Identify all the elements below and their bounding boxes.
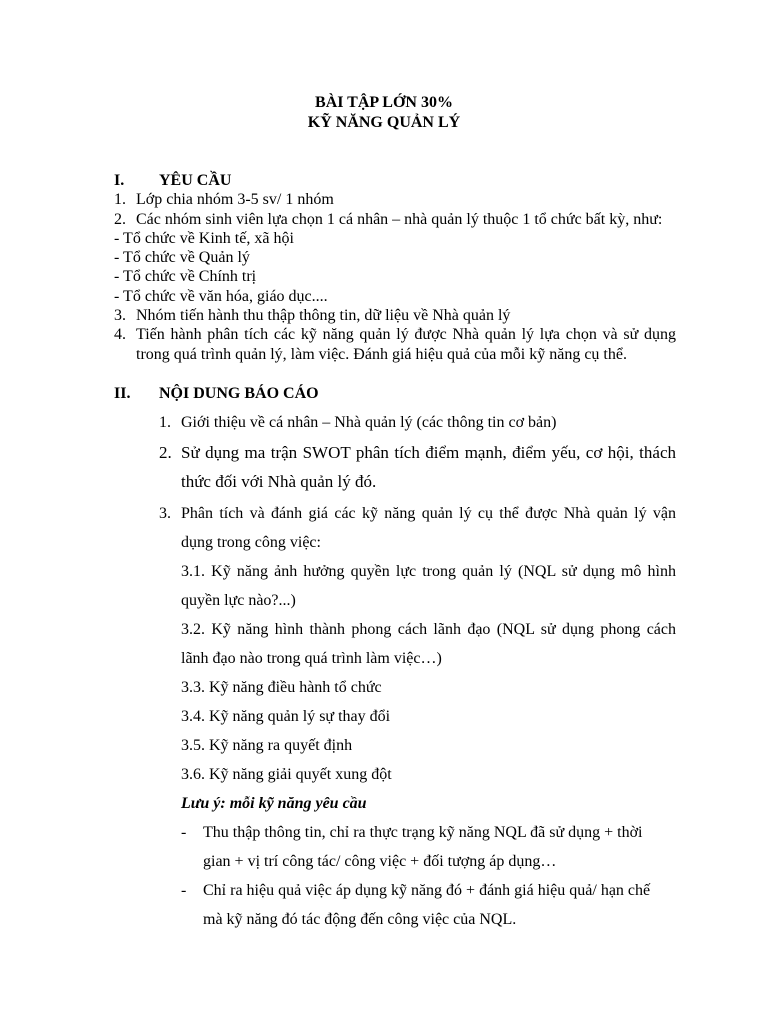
list-item: Nhóm tiến hành thu thập thông tin, dữ liệu về Nhà quản lý [136,307,511,324]
bullet-item: Chỉ ra hiệu quả việc áp dụng kỹ năng đó + đánh giá hiệu quả/ hạn chế [203,882,651,899]
doc-title-line2: KỸ NĂNG QUẢN LÝ [307,114,461,131]
dash-item: - Tổ chức về Quản lý [114,249,250,266]
list-item: Tiến hành phân tích các kỹ năng quản lý được Nhà quản lý lựa chọn và sử dụng [136,326,676,343]
list-item: Lớp chia nhóm 3-5 sv/ 1 nhóm [136,191,334,208]
bullet-item: Thu thập thông tin, chỉ ra thực trạng kỹ năng NQL đã sử dụng + thời [203,824,643,841]
sub-item: 3.1. Kỹ năng ảnh hưởng quyền lực trong quản lý (NQL sử dụng mô hình [181,563,676,580]
sub-item-continuation: quyền lực nào?...) [181,592,296,609]
list-item-continuation: dụng trong công việc: [181,534,321,551]
bullet-item-continuation: gian + vị trí công tác/ công việc + đối tượng áp dụng… [203,853,557,870]
sub-item-continuation: lãnh đạo nào trong quá trình làm việc…) [181,650,442,667]
list-marker: 2. [114,211,126,228]
section2-number: II. [114,385,131,402]
sub-item: 3.6. Kỹ năng giải quyết xung đột [181,766,392,783]
bullet-marker: - [181,824,187,841]
list-marker: 2. [159,443,172,462]
sub-item: 3.4. Kỹ năng quản lý sự thay đổi [181,708,391,725]
list-marker: 1. [159,414,171,431]
sub-item: 3.3. Kỹ năng điều hành tổ chức [181,679,382,696]
list-marker: 4. [114,326,126,343]
list-marker: 3. [159,505,171,522]
dash-item: - Tổ chức về Chính trị [114,268,257,285]
list-item: Giới thiệu về cá nhân – Nhà quản lý (các thông tin cơ bản) [181,414,557,431]
doc-title-line1: BÀI TẬP LỚN 30% [315,94,453,111]
list-item: Các nhóm sinh viên lựa chọn 1 cá nhân – nhà quản lý thuộc 1 tổ chức bất kỳ, như: [136,211,663,228]
sub-item: 3.2. Kỹ năng hình thành phong cách lãnh đạo (NQL sử dụng phong cách [181,621,676,638]
list-item: Sử dụng ma trận SWOT phân tích điểm mạnh, điểm yếu, cơ hội, thách [181,443,676,462]
dash-item: - Tổ chức về Kinh tế, xã hội [114,230,294,247]
bullet-item-continuation: mà kỹ năng đó tác động đến công việc của NQL. [203,911,517,928]
bullet-marker: - [181,882,187,899]
note-heading: Lưu ý: mỗi kỹ năng yêu cầu [181,795,367,812]
list-item-continuation: thức đối với Nhà quản lý đó. [181,472,377,491]
section1-heading: YÊU CẦU [159,172,232,189]
sub-item: 3.5. Kỹ năng ra quyết định [181,737,353,754]
dash-item: - Tổ chức về văn hóa, giáo dục.... [114,288,328,305]
list-item: Phân tích và đánh giá các kỹ năng quản lý cụ thể được Nhà quản lý vận [181,505,676,522]
list-marker: 1. [114,191,126,208]
section1-number: I. [114,172,125,189]
section2-heading: NỘI DUNG BÁO CÁO [159,385,319,402]
list-item-continuation: trong quá trình quản lý, làm việc. Đánh giá hiệu quả của mỗi kỹ năng cụ thể. [136,346,627,363]
list-marker: 3. [114,307,126,324]
